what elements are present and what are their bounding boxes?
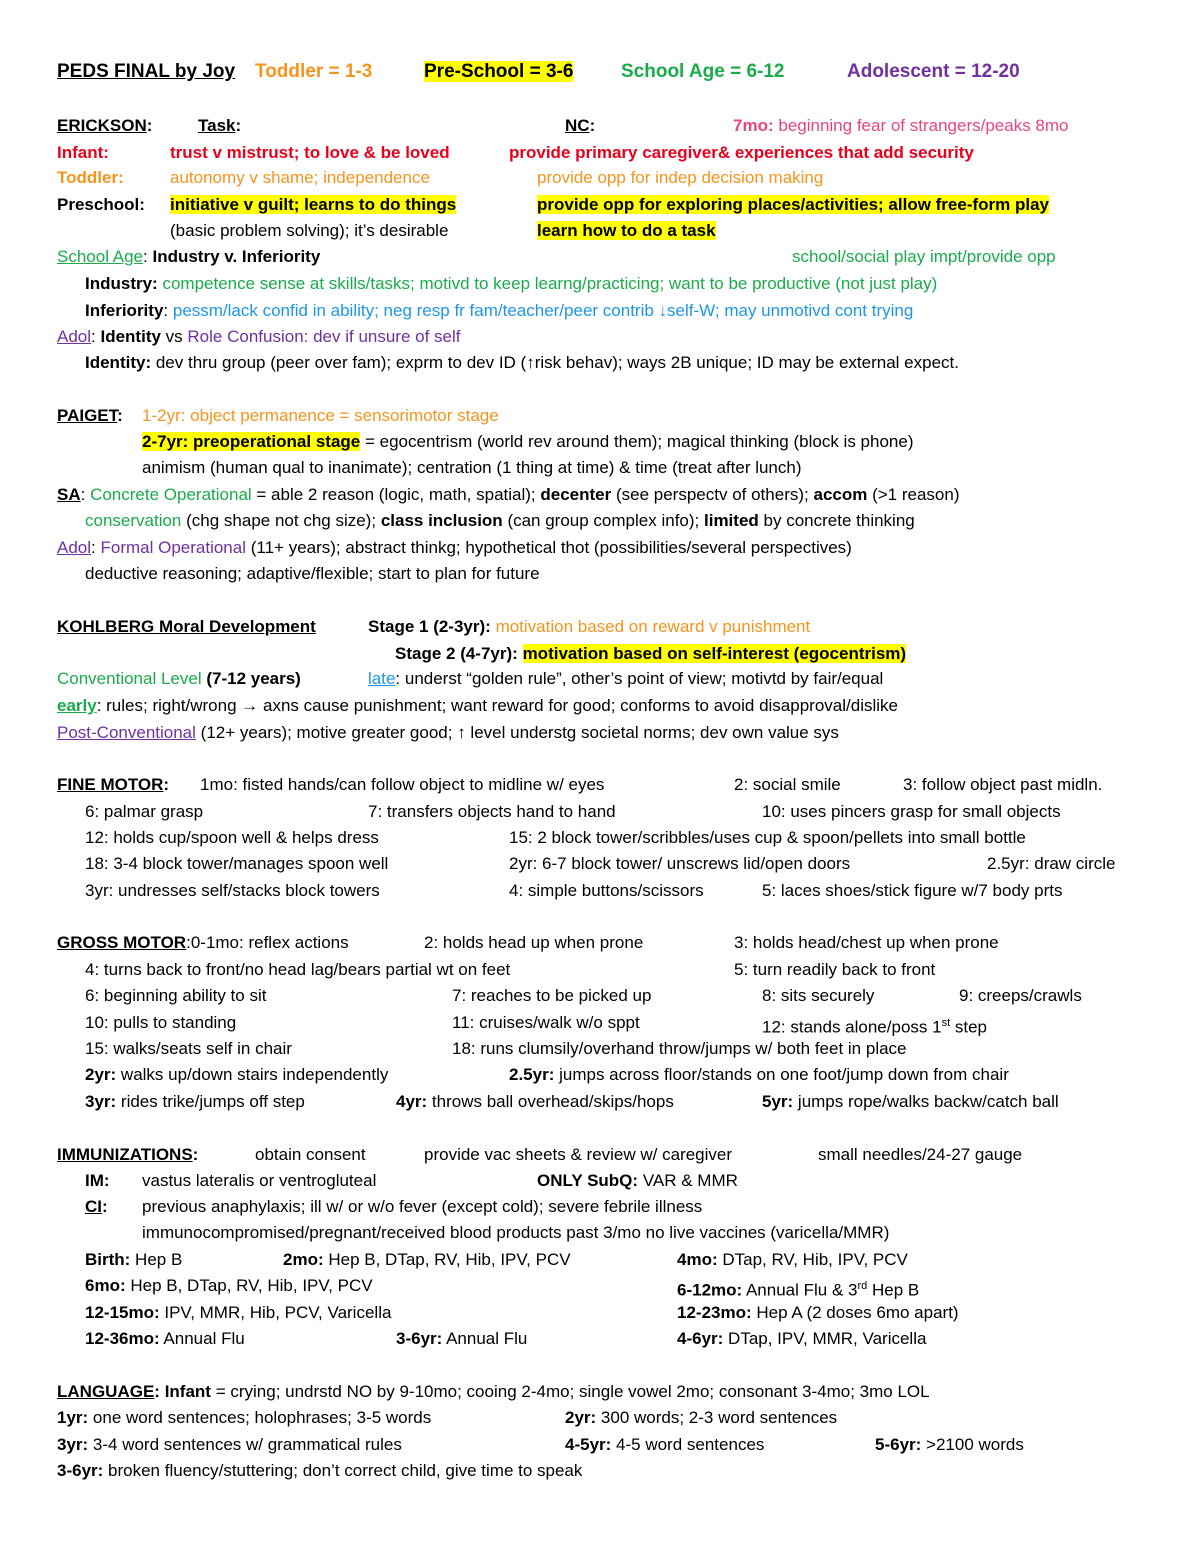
vaccine-schedule-item: 6-12mo: Annual Flu & 3rd Hep B: [677, 1280, 920, 1300]
vaccine-schedule-item: Birth: Hep B: [85, 1250, 183, 1269]
language-item: 1yr: one word sentences; holophrases; 3-5 words: [57, 1408, 432, 1427]
gross-motor-item: 2: holds head up when prone: [424, 933, 644, 952]
infant-label: Infant:: [57, 143, 109, 162]
language-item: 4-5yr: 4-5 word sentences: [565, 1435, 765, 1454]
consent-note: obtain consent: [255, 1145, 366, 1164]
fine-motor-item: 4: simple buttons/scissors: [509, 881, 704, 900]
fine-motor-item: 7: transfers objects hand to hand: [368, 802, 616, 821]
preschool-label: Preschool:: [57, 195, 145, 214]
vaccine-schedule-item: 4mo: DTap, RV, Hib, IPV, PCV: [677, 1250, 908, 1269]
preschool-age-range: Pre-School = 3-6: [424, 61, 574, 82]
sensorimotor-stage: 1-2yr: object permanence = sensorimotor stage: [142, 406, 499, 425]
preschool-nc-2: learn how to do a task: [537, 221, 716, 240]
gross-motor-item: 18: runs clumsily/overhand throw/jumps w/ both feet in place: [452, 1039, 907, 1058]
gross-motor-item: 9: creeps/crawls: [959, 986, 1082, 1005]
language-item: 3yr: 3-4 word sentences w/ grammatical rules: [57, 1435, 402, 1454]
gross-motor-item: 5yr: jumps rope/walks backw/catch ball: [762, 1092, 1059, 1111]
school-age-range: School Age = 6-12: [621, 61, 785, 82]
post-conventional: Post-Conventional (12+ years); motive greater good; ↑ level understg societal norms; dev own value sys: [57, 723, 839, 742]
preschool-task-2: (basic problem solving); it’s desirable: [170, 221, 449, 240]
piaget-heading: PAIGET:: [57, 406, 123, 425]
kohlberg-heading: KOHLBERG Moral Development: [57, 617, 316, 636]
infant-task: trust v mistrust; to love & be loved: [170, 143, 450, 162]
gross-motor-item: 2.5yr: jumps across floor/stands on one foot/jump down from chair: [509, 1065, 1009, 1084]
preschool-task: initiative v guilt; learns to do things: [170, 195, 457, 214]
fine-motor-item: 12: holds cup/spoon well & helps dress: [85, 828, 379, 847]
im-sites: vastus lateralis or ventrogluteal: [142, 1171, 377, 1190]
immunizations-heading: IMMUNIZATIONS:: [57, 1145, 199, 1164]
task-label: Task:: [198, 116, 242, 135]
kohlberg-stage-2: Stage 2 (4-7yr): motivation based on self-interest (egocentrism): [395, 644, 907, 663]
document-title: PEDS FINAL by Joy: [57, 61, 236, 82]
preschool-nc: provide opp for exploring places/activities; allow free-form play: [537, 195, 1050, 214]
fine-motor-item: 15: 2 block tower/scribbles/uses cup & spoon/pellets into small bottle: [509, 828, 1026, 847]
gross-motor-item: 6: beginning ability to sit: [85, 986, 267, 1005]
deductive-row: deductive reasoning; adaptive/flexible; start to plan for future: [85, 564, 540, 583]
infant-nc: provide primary caregiver& experiences that add security: [509, 143, 974, 162]
gross-motor-item: 8: sits securely: [762, 986, 875, 1005]
subq-note: ONLY SubQ: VAR & MMR: [537, 1171, 738, 1190]
school-age-row: School Age: Industry v. Inferiority: [57, 247, 321, 266]
gross-motor-item: 2yr: walks up/down stairs independently: [85, 1065, 389, 1084]
header-row: [57, 61, 235, 83]
conventional-late: late: underst “golden rule”, other’s point of view; motivtd by fair/equal: [368, 669, 884, 688]
conventional-level: Conventional Level (7-12 years): [57, 669, 301, 688]
adol-identity-row: Adol: Identity vs Role Confusion: dev if unsure of self: [57, 327, 461, 346]
gross-motor-item: 3: holds head/chest up when prone: [734, 933, 999, 952]
ci-text-2: immunocompromised/pregnant/received blood products past 3/mo no live vaccines (varicella/MMR): [142, 1223, 890, 1242]
fine-motor-item: 1mo: fisted hands/can follow object to midline w/ eyes: [200, 775, 605, 794]
fine-motor-item: 2yr: 6-7 block tower/ unscrews lid/open doors: [509, 854, 851, 873]
fine-motor-item: 18: 3-4 block tower/manages spoon well: [85, 854, 389, 873]
fine-motor-item: 6: palmar grasp: [85, 802, 204, 821]
fine-motor-item: 3yr: undresses self/stacks block towers: [85, 881, 380, 900]
vaccine-schedule-item: 6mo: Hep B, DTap, RV, Hib, IPV, PCV: [85, 1276, 373, 1295]
kohlberg-stage-1: Stage 1 (2-3yr): motivation based on reward v punishment: [368, 617, 811, 636]
conventional-early: early: rules; right/wrong → axns cause punishment; want reward for good; conforms to avoid disapproval/dislike: [57, 696, 898, 715]
industry-row: Industry: competence sense at skills/tasks; motivd to keep learng/practicing; want to be productive (not just play): [85, 274, 938, 293]
gross-motor-item: 11: cruises/walk w/o sppt: [452, 1013, 640, 1032]
vaccine-schedule-item: 4-6yr: DTap, IPV, MMR, Varicella: [677, 1329, 927, 1348]
vac-sheets-note: provide vac sheets & review w/ caregiver: [424, 1145, 733, 1164]
toddler-age-range: Toddler = 1-3: [255, 61, 373, 82]
concrete-operational-row: SA: Concrete Operational = able 2 reason (logic, math, spatial); decenter (see perspectv of others); accom (>1 reason): [57, 485, 960, 504]
preoperational-stage: 2-7yr: preoperational stage = egocentrism (world rev around them); magical thinking (block is phone): [142, 432, 914, 451]
fine-motor-item: 2: social smile: [734, 775, 841, 794]
fine-motor-item: 3: follow object past midln.: [903, 775, 1103, 794]
vaccine-schedule-item: 2mo: Hep B, DTap, RV, Hib, IPV, PCV: [283, 1250, 571, 1269]
formal-operational-row: Adol: Formal Operational (11+ years); abstract thinkg; hypothetical thot (possibilities/several perspectives): [57, 538, 852, 557]
gross-motor-item: 10: pulls to standing: [85, 1013, 237, 1032]
gross-motor-item: 4: turns back to front/no head lag/bears partial wt on feet: [85, 960, 511, 979]
gross-motor-item: 12: stands alone/poss 1st step: [762, 1017, 987, 1037]
language-item: 3-6yr: broken fluency/stuttering; don’t correct child, give time to speak: [57, 1461, 583, 1480]
fine-motor-item: 5: laces shoes/stick figure w/7 body prts: [762, 881, 1063, 900]
nc-label: NC:: [565, 116, 596, 135]
vaccine-schedule-item: 12-15mo: IPV, MMR, Hib, PCV, Varicella: [85, 1303, 392, 1322]
vaccine-schedule-item: 12-36mo: Annual Flu: [85, 1329, 245, 1348]
vaccine-schedule-item: 12-23mo: Hep A (2 doses 6mo apart): [677, 1303, 959, 1322]
needle-gauge-note: small needles/24-27 gauge: [818, 1145, 1023, 1164]
ci-label: CI:: [85, 1197, 108, 1216]
animism-row: animism (human qual to inanimate); centration (1 thing at time) & time (treat after lunch): [142, 458, 802, 477]
gross-motor-item: 5: turn readily back to front: [734, 960, 936, 979]
erickson-heading: ERICKSON:: [57, 116, 153, 135]
language-item: 2yr: 300 words; 2-3 word sentences: [565, 1408, 838, 1427]
language-infant-row: LANGUAGE: Infant = crying; undrstd NO by 9-10mo; cooing 2-4mo; single vowel 2mo; consonant 3-4mo; 3mo LOL: [57, 1382, 930, 1401]
fine-motor-heading: FINE MOTOR:: [57, 775, 170, 794]
inferiority-row: Inferiority: pessm/lack confid in ability; neg resp fr fam/teacher/peer contrib ↓self-W; may unmotivd cont trying: [85, 301, 914, 320]
adolescent-age-range: Adolescent = 12-20: [847, 61, 1020, 82]
language-item: 5-6yr: >2100 words: [875, 1435, 1024, 1454]
vaccine-schedule-item: 3-6yr: Annual Flu: [396, 1329, 528, 1348]
conservation-row: conservation (chg shape not chg size); class inclusion (can group complex info); limited by concrete thinking: [85, 511, 915, 530]
im-label: IM:: [85, 1171, 110, 1190]
toddler-task: autonomy v shame; independence: [170, 168, 430, 187]
fine-motor-item: 10: uses pincers grasp for small objects: [762, 802, 1061, 821]
toddler-label: Toddler:: [57, 168, 124, 187]
gross-motor-item: 7: reaches to be picked up: [452, 986, 652, 1005]
gross-motor-item: 15: walks/seats self in chair: [85, 1039, 292, 1058]
fine-motor-item: 2.5yr: draw circle: [987, 854, 1116, 873]
identity-row: Identity: dev thru group (peer over fam); exprm to dev ID (↑risk behav); ways 2B unique; ID may be external expect.: [85, 353, 959, 372]
gross-motor-item: 4yr: throws ball overhead/skips/hops: [396, 1092, 674, 1111]
gross-motor-item: 3yr: rides trike/jumps off step: [85, 1092, 305, 1111]
school-age-nc: school/social play impt/provide opp: [792, 247, 1056, 266]
stranger-note: 7mo: beginning fear of strangers/peaks 8mo: [733, 116, 1069, 135]
gross-motor-heading: GROSS MOTOR:0-1mo: reflex actions: [57, 933, 349, 952]
toddler-nc: provide opp for indep decision making: [537, 168, 824, 187]
ci-text: previous anaphylaxis; ill w/ or w/o fever (except cold); severe febrile illness: [142, 1197, 703, 1216]
